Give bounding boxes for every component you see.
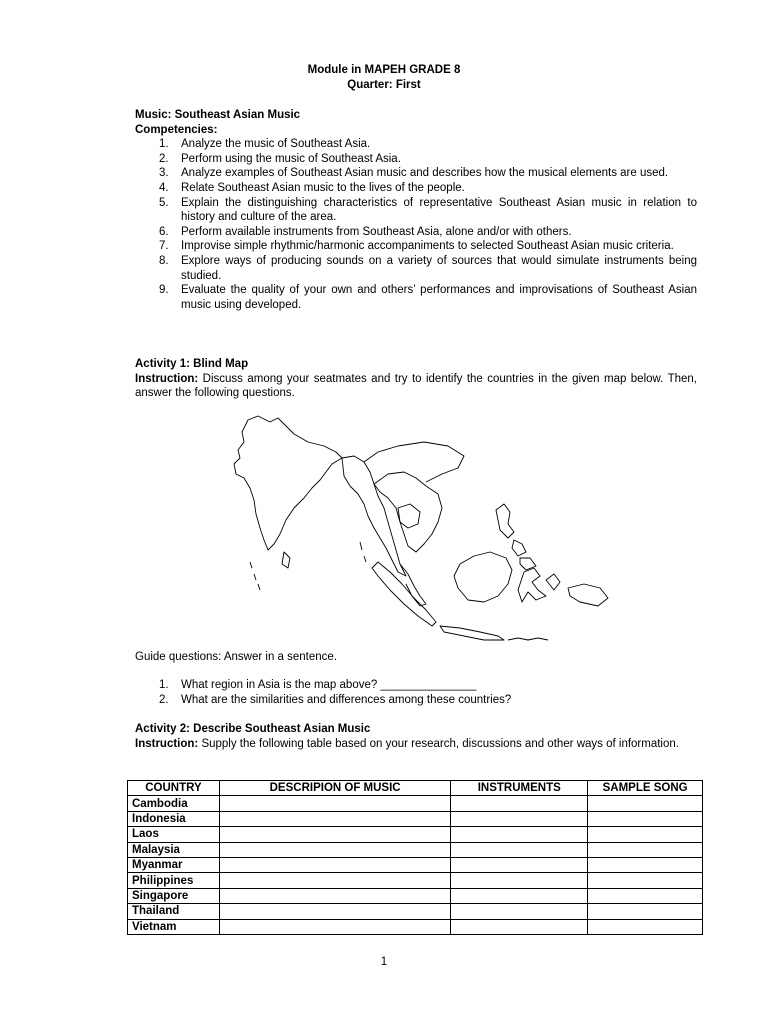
description-cell[interactable] <box>219 827 450 842</box>
instruments-cell[interactable] <box>451 811 588 826</box>
quarter-label: Quarter: First <box>347 79 421 91</box>
activity1-instruction: Instruction: Discuss among your seatmates and try to identify the countries in the given map below. Then, answer the following questions. <box>135 372 697 400</box>
competency-item: 2. Perform using the music of Southeast Asia. <box>159 152 401 165</box>
sample-song-cell[interactable] <box>588 857 703 872</box>
competency-item: 6. Perform available instruments from Southeast Asia, alone and/or with others. <box>159 225 572 238</box>
header-instruments: INSTRUMENTS <box>451 781 588 796</box>
country-cell: Myanmar <box>128 857 220 872</box>
description-cell[interactable] <box>219 919 450 934</box>
header-description: DESCRIPION OF MUSIC <box>219 781 450 796</box>
country-cell: Indonesia <box>128 811 220 826</box>
guide-question: 1. What region in Asia is the map above? _______________ <box>159 678 477 691</box>
competencies-list <box>135 137 697 312</box>
activity2-title: Activity 2: Describe Southeast Asian Music <box>135 723 371 735</box>
competency-item: 8. Explore ways of producing sounds on a variety of sources that would simulate instruments being studied. <box>159 254 697 282</box>
description-cell[interactable] <box>219 796 450 811</box>
instruments-cell[interactable] <box>451 827 588 842</box>
sample-song-cell[interactable] <box>588 873 703 888</box>
sample-song-cell[interactable] <box>588 888 703 903</box>
table-row <box>128 842 703 857</box>
module-title: Module in MAPEH GRADE 8 <box>307 64 461 76</box>
table-row <box>128 873 703 888</box>
sample-song-cell[interactable] <box>588 827 703 842</box>
description-cell[interactable] <box>219 873 450 888</box>
country-cell: Malaysia <box>128 842 220 857</box>
instruments-cell[interactable] <box>451 919 588 934</box>
page-number: 1 <box>380 956 388 968</box>
activity1-title: Activity 1: Blind Map <box>135 358 249 370</box>
instruments-cell[interactable] <box>451 873 588 888</box>
instruments-cell[interactable] <box>451 842 588 857</box>
guide-label: Guide questions: Answer in a sentence. <box>135 651 338 663</box>
table-row <box>128 827 703 842</box>
competencies-label: Competencies: <box>135 123 218 136</box>
table-row <box>128 904 703 919</box>
table-row <box>128 796 703 811</box>
table-row <box>128 811 703 826</box>
music-heading: Music: Southeast Asian Music <box>135 109 301 121</box>
sample-song-cell[interactable] <box>588 919 703 934</box>
competency-item: 9. Evaluate the quality of your own and others’ performances and improvisations of Southeast Asian music using developed. <box>159 284 697 311</box>
country-cell: Thailand <box>128 904 220 919</box>
country-cell: Philippines <box>128 873 220 888</box>
sample-song-cell[interactable] <box>588 811 703 826</box>
guide-question: 2. What are the similarities and differences among these countries? <box>159 694 512 707</box>
competency-item: 4. Relate Southeast Asian music to the lives of the people. <box>159 181 465 194</box>
competency-item: 7. Improvise simple rhythmic/harmonic accompaniments to selected Southeast Asian music criteria. <box>159 240 674 253</box>
sample-song-cell[interactable] <box>588 904 703 919</box>
description-cell[interactable] <box>219 857 450 872</box>
description-cell[interactable] <box>219 842 450 857</box>
competency-item: 1. Analyze the music of Southeast Asia. <box>159 138 371 151</box>
sample-song-cell[interactable] <box>588 842 703 857</box>
table-row <box>128 919 703 934</box>
description-cell[interactable] <box>219 904 450 919</box>
instruments-cell[interactable] <box>451 888 588 903</box>
country-cell: Vietnam <box>128 919 220 934</box>
blind-map <box>228 412 612 644</box>
activity2-section <box>135 722 697 751</box>
instruments-cell[interactable] <box>451 904 588 919</box>
activity2-instruction: Instruction: Supply the following table based on your research, discussions and other ways of information. <box>135 737 679 750</box>
guide-section <box>135 650 697 709</box>
sample-song-cell[interactable] <box>588 796 703 811</box>
activity1-section <box>135 357 697 401</box>
southeast-asia-outline-map <box>228 412 612 644</box>
competency-item: 3. Analyze examples of Southeast Asian music and describes how the musical elements are used. <box>159 167 669 180</box>
country-cell: Singapore <box>128 888 220 903</box>
table-row <box>128 888 703 903</box>
country-cell: Cambodia <box>128 796 220 811</box>
music-section <box>135 108 697 312</box>
table-row <box>128 857 703 872</box>
country-cell: Laos <box>128 827 220 842</box>
music-table <box>127 780 703 935</box>
header-sample-song: SAMPLE SONG <box>588 781 703 796</box>
instruments-cell[interactable] <box>451 796 588 811</box>
header-country: COUNTRY <box>128 781 220 796</box>
instruments-cell[interactable] <box>451 857 588 872</box>
competency-item: 5. Explain the distinguishing characteristics of representative Southeast Asian music in relation to history and culture of the area. <box>159 196 697 224</box>
description-cell[interactable] <box>219 811 450 826</box>
table-header-row <box>128 781 703 796</box>
description-cell[interactable] <box>219 888 450 903</box>
